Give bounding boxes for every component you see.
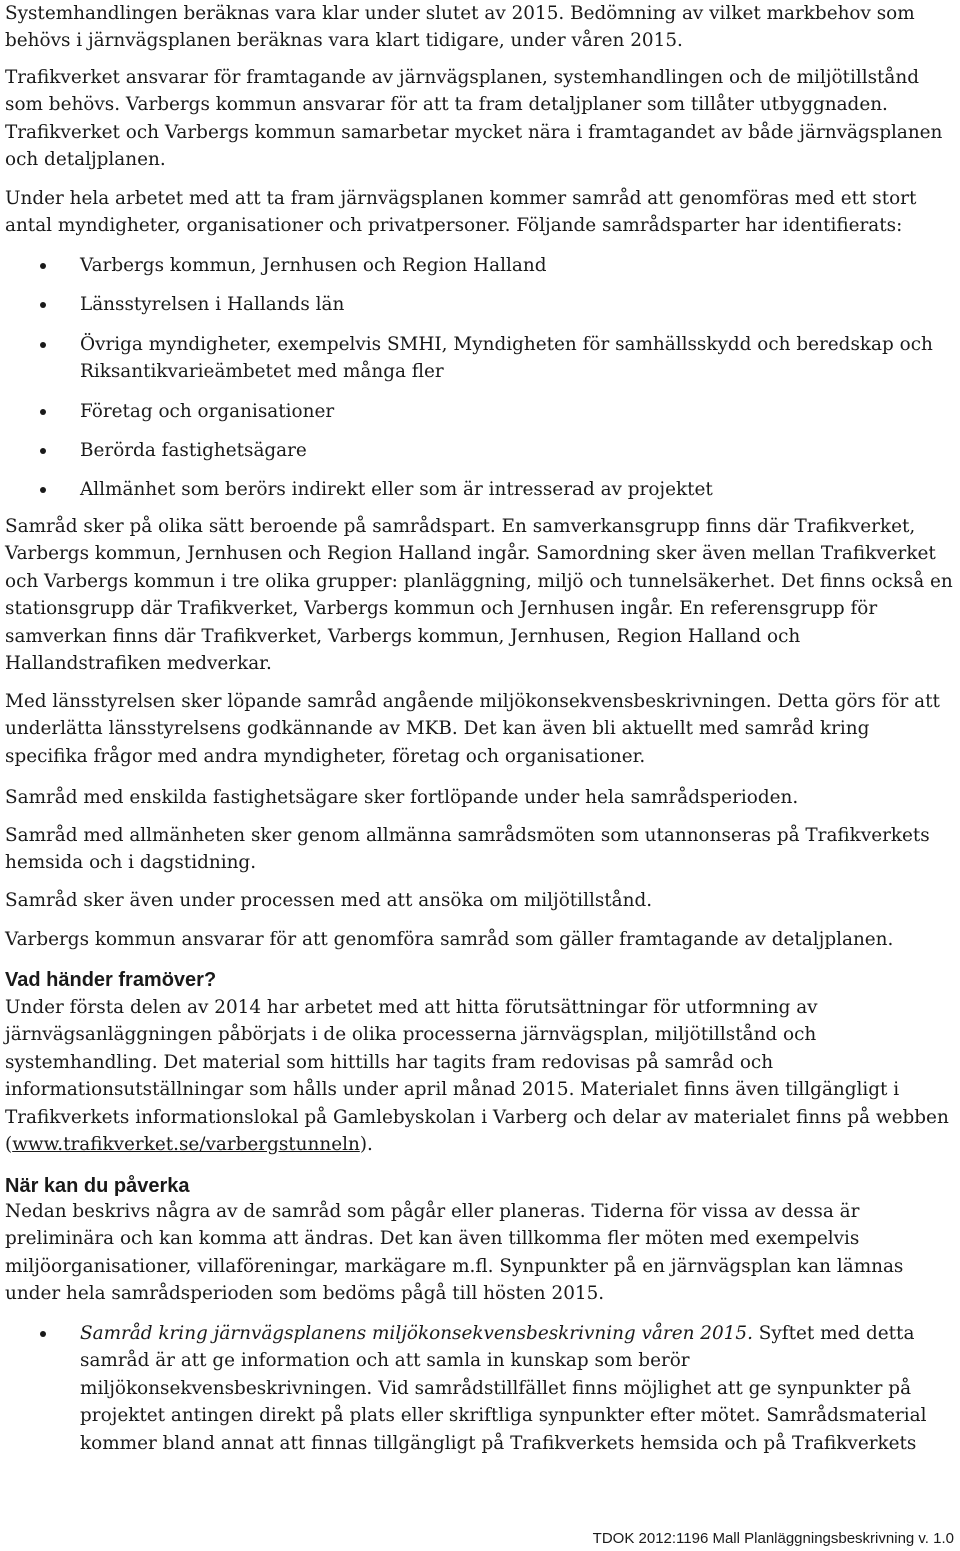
paragraph-influence: Nedan beskrivs några av de samråd som pågår eller planeras. Tiderna för vissa av dessa är preliminära och kan komma att ändras. Det kan även tillkomma fler möten med exempelvis miljöorganisationer, villaföreningar, markägare m.fl. Synpunkter på en järnvägsplan kan lämnas under hela samrådsperioden som bedöms pågå till hösten 2015. [5,1201,904,1305]
paragraph-public: Samråd med allmänheten sker genom allmänna samrådsmöten som utannonseras på Trafikverkets hemsida och i dagstidning. [5,825,930,874]
paragraph-detail-plan: Varbergs kommun ansvarar för att genomföra samråd som gäller framtagande av detaljplanen. [5,929,894,950]
paragraph-consultation-groups: Samråd sker på olika sätt beroende på samrådspart. En samverkansgrupp finns där Trafikverket, Varbergs kommun, Jernhusen och Region Halland ingår. Samordning sker även mellan Trafikverket och Varbergs kommun i tre olika grupper: planläggning, miljö och tunnelsäkerhet. Det finns också en stationsgrupp där Trafikverket, Varbergs kommun och Jernhusen ingår. En referensgrupp för samverkan finns där Trafikverket, Varbergs kommun, Jernhusen, Region Halland och Hallandstrafiken medverkar. [5,516,953,675]
paragraph-consultation-intro: Under hela arbetet med att ta fram järnvägsplanen kommer samråd att genomföras med ett stort antal myndigheter, organisationer och privatpersoner. Följande samrådsparter har identifierats: [5,188,917,237]
paragraph-property-owners: Samråd med enskilda fastighetsägare sker fortlöpande under hela samrådsperioden. [5,787,799,808]
bullet-icon [40,1331,46,1337]
bullet-icon [40,487,46,493]
document-footer: TDOK 2012:1196 Mall Planläggningsbeskrivning v. 1.0 [592,1530,954,1547]
bullet-icon [40,409,46,415]
paragraph-whats-next: Under första delen av 2014 har arbetet med att hitta förutsättningar för utformning av järnvägsanläggningen påbörjats i de olika processerna järnvägsplan, miljötillstånd och systemhandling. Det material som hittills har tagits fram redovisas på samråd och informationsutställningar som hålls under april månad 2015. Materialet finns även tillgängligt i Trafikverkets informationslokal på Gamlebyskolan i Varberg och delar av materialet finns på webben (www.trafikverket.se/varbergstunneln). [5,997,949,1156]
varbergstunneln-link[interactable]: www.trafikverket.se/varbergstunneln [12,1134,360,1156]
heading-influence: När kan du påverka [5,1175,190,1197]
paragraph-schedule: Systemhandlingen beräknas vara klar under slutet av 2015. Bedömning av vilket markbehov som behövs i järnvägsplanen beräknas vara klart tidigare, under våren 2015. [5,3,915,52]
paragraph-environmental-permit: Samråd sker även under processen med att ansöka om miljötillstånd. [5,890,653,911]
bullet-icon [40,448,46,454]
paragraph-county-board: Med länsstyrelsen sker löpande samråd angående miljökonsekvensbeskrivningen. Detta görs för att underlätta länsstyrelsens godkännande av MKB. Det kan även bli aktuellt med samråd kring specifika frågor med andra myndigheter, företag och organisationer. [5,691,940,767]
bullet-icon [40,342,46,348]
paragraph-responsibilities: Trafikverket ansvarar för framtagande av järnvägsplanen, systemhandlingen och de miljötillstånd som behövs. Varbergs kommun ansvarar för att ta fram detaljplaner som tillåter utbyggnaden. Trafikverket och Varbergs kommun samarbetar mycket nära i framtagandet av både järnvägsplanen och detaljplanen. [5,67,943,171]
bullet-icon [40,302,46,308]
heading-whats-next: Vad händer framöver? [5,969,217,991]
consultation-event-title: Samråd kring järnvägsplanens miljökonsekvensbeskrivning våren 2015. [80,1323,753,1344]
bullet-icon [40,263,46,269]
document-page: Systemhandlingen beräknas vara klar under slutet av 2015. Bedömning av vilket markbehov som behövs i järnvägsplanen beräknas vara klart tidigare, under våren 2015. Trafikverket ansvarar för framtagande av järnvägsplanen, systemhandlingen och de miljötillstånd som behövs. Varbergs kommun ansvarar för att ta fram detaljplaner som tillåter utbyggnaden. Trafikverket och Varbergs kommun samarbetar mycket nära i framtagandet av både järnvägsplanen och detaljplanen. Under hela arbetet med att ta fram järnvägsplanen kommer samråd att genomföras med ett stort antal myndigheter, organisationer och privatpersoner. Följande samrådsparter har identifierats: Varbergs kommun, Jernhusen och Region Halland Länsstyrelsen i Hallands län Övriga myndigheter, exempelvis SMHI, Myndigheten för samhällsskydd och beredskap och Riksantikvarieämbetet med många fler Företag och organisationer Berörda fastighetsägare Allmänhet som berörs indirekt eller som är intresserad av projektet Samråd sker på olika sätt beroende på samrådspart. En samverkansgrupp finns där Trafikverket, Varbergs kommun, Jernhusen och Region Halland ingår. Samordning sker även mellan Trafikverket och Varbergs kommun i tre olika grupper: planläggning, miljö och tunnelsäkerhet. Det finns också en stationsgrupp där Trafikverket, Varbergs kommun och Jernhusen ingår. En referensgrupp för samverkan finns där Trafikverket, Varbergs kommun, Jernhusen, Region Halland och Hallandstrafiken medverkar. Med länsstyrelsen sker löpande samråd angående miljökonsekvensbeskrivningen. Detta görs för att underlätta länsstyrelsens godkännande av MKB. Det kan även bli aktuellt med samråd kring specifika frågor med andra myndigheter, företag och organisationer. Samråd med enskilda fastighetsägare sker fortlöpande under hela samrådsperioden. Samråd med allmänheten sker genom allmänna samrådsmöten som utannonseras på Trafikverkets hemsida och i dagstidning. Samråd sker även under processen med att ansöka om miljötillstånd. Varbergs kommun ansvarar för att genomföra samråd som gäller framtagande av detaljplanen. Vad händer framöver? Under första delen av 2014 har arbetet med att hitta förutsättningar för utformning av järnvägsanläggningen påbörjats i de olika processerna järnvägsplan, miljötillstånd och systemhandling. Det material som hittills har tagits fram redovisas på samråd och informationsutställningar som hålls under april månad 2015. Materialet finns även tillgängligt i Trafikverkets informationslokal på Gamlebyskolan i Varberg och delar av materialet finns på webben (www.trafikverket.se/varbergstunneln). När kan du påverka Nedan beskrivs några av de samråd som pågår eller planeras. Tiderna för vissa av dessa är preliminära och kan komma att ändras. Det kan även tillkomma fler möten med exempelvis miljöorganisationer, villaföreningar, markägare m.fl. Synpunkter på en järnvägsplan kan lämnas under hela samrådsperioden som bedöms pågå till hösten 2015. Samråd kring järnvägsplanens miljökonsekvensbeskrivning våren 2015. Syftet med detta samråd är att ge information och att samla in kunskap som berör miljökonsekvensbeskrivningen. Vid samrådstillfället finns möjlighet att ge synpunkter på projektet antingen direkt på plats eller skriftliga synpunkter efter mötet. Samrådsmaterial kommer bland annat att finnas tillgängligt på Trafikverkets hemsida och på Trafikverkets TDOK 2012:1196 Mall Planläggningsbeskrivning v. 1.0 [0,0,960,1551]
